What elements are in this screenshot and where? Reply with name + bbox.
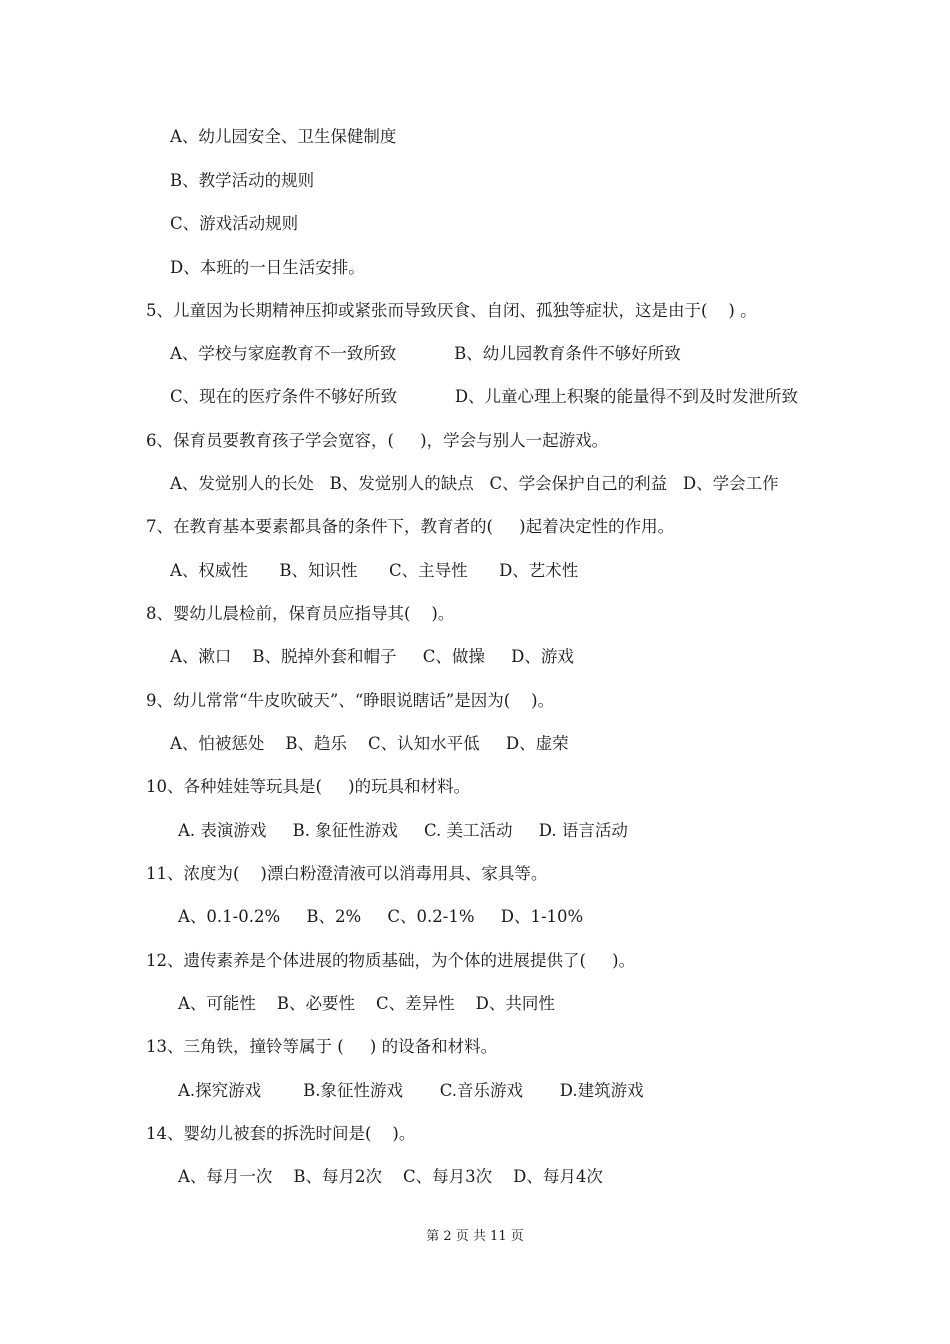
option-line: A、0.1-0.2% B、2% C、0.2-1% D、1-10%: [178, 907, 584, 926]
option-line: C、游戏活动规则: [170, 214, 299, 233]
page-footer: 第 2 页 共 11 页: [426, 1229, 524, 1244]
option-line: A. 表演游戏 B. 象征性游戏 C. 美工活动 D. 语言活动: [178, 821, 628, 840]
question-line: 13、三角铁，撞铃等属于 ( ) 的设备和材料。: [146, 1037, 498, 1056]
option-line: A、怕被惩处 B、趋乐 C、认知水平低 D、虚荣: [170, 734, 569, 753]
question-line: 14、婴幼儿被套的拆洗时间是( )。: [146, 1124, 416, 1143]
question-line: 11、浓度为( )漂白粉澄清液可以消毒用具、家具等。: [146, 864, 548, 883]
question-line: 7、在教育基本要素都具备的条件下，教育者的( )起着决定性的作用。: [146, 517, 675, 536]
option-line: A、学校与家庭教育不一致所致 B、幼儿园教育条件不够好所致: [170, 344, 681, 363]
option-line: A、漱口 B、脱掉外套和帽子 C、做操 D、游戏: [170, 647, 574, 666]
option-line: C、现在的医疗条件不够好所致 D、儿童心理上积聚的能量得不到及时发泄所致: [170, 387, 799, 406]
option-line: A.探究游戏 B.象征性游戏 C.音乐游戏 D.建筑游戏: [178, 1081, 644, 1100]
question-line: 12、遗传素养是个体进展的物质基础，为个体的进展提供了( )。: [146, 951, 636, 970]
question-line: 9、幼儿常常“牛皮吹破天”、“睁眼说瞎话”是因为( )。: [146, 691, 555, 710]
option-line: A、权威性 B、知识性 C、主导性 D、艺术性: [170, 561, 579, 580]
question-line: 5、儿童因为长期精神压抑或紧张而导致厌食、自闭、孤独等症状，这是由于( ) 。: [146, 301, 757, 320]
option-line: A、可能性 B、必要性 C、差异性 D、共同性: [178, 994, 555, 1013]
question-line: 10、各种娃娃等玩具是( )的玩具和材料。: [146, 777, 471, 796]
question-line: 6、保育员要教育孩子学会宽容，( )，学会与别人一起游戏。: [146, 431, 609, 450]
option-line: D、本班的一日生活安排。: [170, 258, 365, 277]
option-line: A、发觉别人的长处 B、发觉别人的缺点 C、学会保护自己的利益 D、学会工作: [170, 474, 779, 493]
option-line: B、教学活动的规则: [170, 171, 315, 190]
option-line: A、幼儿园安全、卫生保健制度: [170, 127, 397, 146]
question-line: 8、婴幼儿晨检前，保育员应指导其( )。: [146, 604, 455, 623]
option-line: A、每月一次 B、每月2次 C、每月3次 D、每月4次: [178, 1167, 603, 1186]
